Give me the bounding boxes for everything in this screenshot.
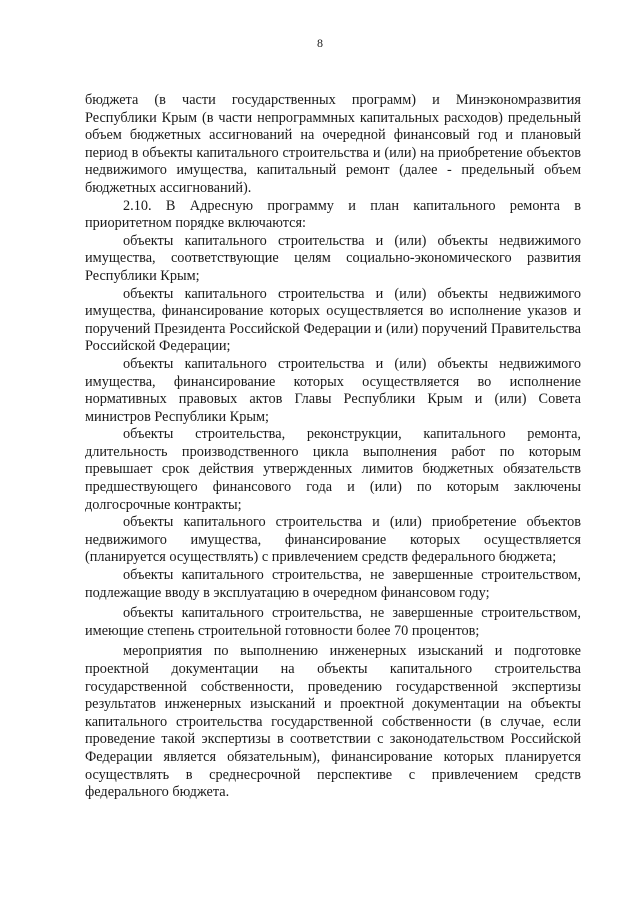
document-body <box>85 92 581 802</box>
paragraph-item-long-term-contracts: объекты строительства, реконструкции, капитального ремонта, длительность производственного цикла выполнения работ по которым превышает срок действия утвержденных лимитов бюджетных обязательств предшествующего финансового года и (или) по которым заключены долгосрочные контракты; <box>85 426 581 513</box>
paragraph-item-commissioning: объекты капитального строительства, не завершенные строительством, подлежащие вводу в эксплуатацию в очередном финансовом году; <box>85 567 581 601</box>
paragraph-item-readiness-70: объекты капитального строительства, не завершенные строительством, имеющие степень строительной готовности более 70 процентов; <box>85 605 581 639</box>
paragraph-item-president-decrees: объекты капитального строительства и (или) объекты недвижимого имущества, финансирование которых осуществляется во исполнение указов и поручений Президента Российской Федерации и (или) поручений Правительства Российской Федерации; <box>85 285 581 355</box>
paragraph-item-federal-funding: объекты капитального строительства и (или) приобретение объектов недвижимого имущества, финансирование которых осуществляется (планируется осуществлять) с привлечением средств федерального бюджета; <box>85 514 581 566</box>
paragraph-item-engineering-surveys: мероприятия по выполнению инженерных изысканий и подготовке проектной документации на объекты капитального строительства государственной собственности, проведению государственной экспертизы результатов инженерных изысканий и проектной документации на объекты капитального строительства государственной собственности (в случае, если проведение такой экспертизы в соответствии с законодательством Российской Федерации является обязательным), финансирование которых планируется осуществлять в среднесрочной перспективе с привлечением средств федерального бюджета. <box>85 643 581 801</box>
paragraph-2-10: 2.10. В Адресную программу и план капитального ремонта в приоритетном порядке включаются: <box>85 197 581 232</box>
paragraph-item-socio-economic: объекты капитального строительства и (или) объекты недвижимого имущества, соответствующие целям социально-экономического развития Республики Крым; <box>85 232 581 284</box>
page-number: 8 <box>317 36 323 50</box>
paragraph-budget-continuation: бюджета (в части государственных программ) и Минэкономразвития Республики Крым (в части непрограммных капитальных расходов) предельный объем бюджетных ассигнований на очередной финансовый год и плановый период в объекты капитального строительства и (или) на приобретение объектов недвижимого имущества, капитальный ремонт (далее - предельный объем бюджетных ассигнований). <box>85 92 581 196</box>
paragraph-item-crimea-acts: объекты капитального строительства и (или) объекты недвижимого имущества, финансирование которых осуществляется во исполнение нормативных правовых актов Главы Республики Крым и (или) Совета министров Республики Крым; <box>85 355 581 425</box>
